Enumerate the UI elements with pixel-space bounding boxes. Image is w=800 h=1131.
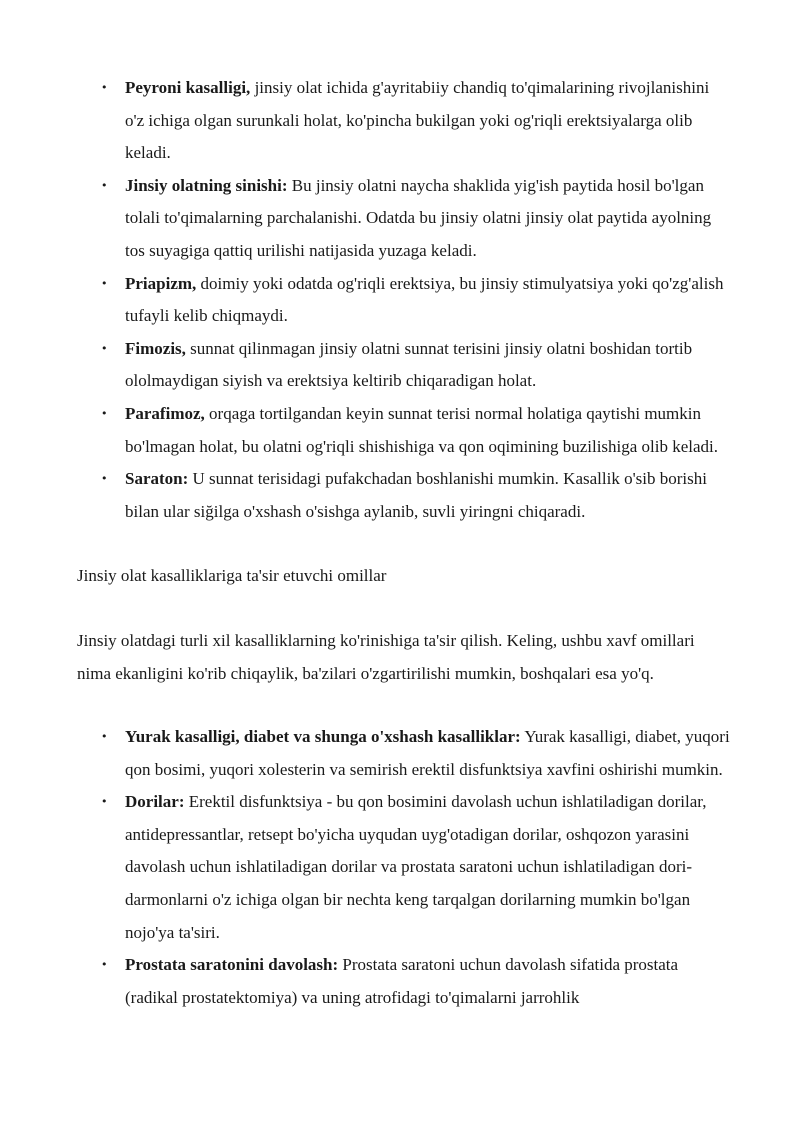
item-lead: Dorilar:: [125, 792, 185, 812]
risk-factor-list: [0, 721, 800, 1014]
bullet: •: [101, 406, 108, 420]
item-lead: Jinsiy olatning sinishi:: [125, 175, 288, 195]
item-lead: Saraton:: [125, 469, 189, 489]
bullet: •: [101, 178, 108, 192]
bullet: •: [101, 341, 108, 355]
bullet: •: [101, 472, 108, 486]
item-lead: Peyroni kasalligi,: [125, 78, 251, 97]
list-item: [0, 170, 800, 268]
item-lead: Fimozis,: [125, 338, 186, 358]
list-item: [0, 333, 800, 398]
bullet: •: [101, 795, 108, 809]
list-item: [0, 721, 800, 786]
bullet: •: [101, 276, 108, 290]
item-text: sunnat qilinmagan jinsiy olatni sunnat terisini jinsiy olatni boshidan tortib ololmaydigan siyish va erektsiya keltirib chiqaradigan holat.: [125, 338, 693, 391]
disease-list: [0, 72, 800, 528]
list-item: [0, 949, 800, 1014]
item-text: jinsiy olat ichida g'ayritabiiy chandiq to'qimalarining rivojlanishini o'z ichiga olgan surunkali holat, ko'pincha bukilgan yoki og'riqli erektsiyalarga olib keladi.: [125, 78, 710, 163]
intro-paragraph: Jinsiy olatdagi turli xil kasalliklarning ko'rinishiga ta'sir qilish. Keling, ushbu xavf omillari nima ekanligini ko'rib chiqaylik, ba'zilari o'zgartirilishi mumkin, boshqalari esa yo'q.: [77, 631, 695, 683]
list-item: [0, 463, 800, 528]
item-lead: Yurak kasalligi, diabet va shunga o'xshash kasalliklar:: [125, 727, 521, 746]
item-lead: Prostata saratonini davolash:: [125, 955, 339, 975]
item-text: Prostata saratoni uchun davolash sifatida prostata (radikal prostatektomiya) va uning atrofidagi to'qimalarni jarrohlik: [125, 955, 679, 1007]
bullet: •: [101, 81, 108, 94]
item-lead: Priapizm,: [125, 273, 197, 293]
item-text: Erektil disfunktsiya - bu qon bosimini davolash uchun ishlatiladigan dorilar, antidepressantlar, retsept bo'yicha uyqudan uyg'otadigan dorilar, oshqozon yarasini davolash uchun ishlatiladigan dorilar va prostata saratoni uchun ishlatiladigan dori-darmonlarni o'z ichiga olgan bir nechta keng tarqalgan dorilarning mumkin bo'lgan nojo'ya ta'siri.: [125, 792, 707, 942]
list-item: [0, 268, 800, 333]
item-text: U sunnat terisidagi pufakchadan boshlanishi mumkin. Kasallik o'sib borishi bilan ular siğilga o'xshash o'sishga aylanib, suvli yiringni chiqaradi.: [125, 469, 707, 521]
section-heading: Jinsiy olat kasalliklariga ta'sir etuvchi omillar: [77, 566, 387, 585]
item-text: orqaga tortilgandan keyin sunnat terisi normal holatiga qaytishi mumkin bo'lmagan holat, bu olatni og'riqli shishishiga va qon oqimining buzilishiga olib keladi.: [125, 403, 719, 456]
bullet: •: [101, 958, 108, 972]
item-text: Yurak kasalligi, diabet, yuqori qon bosimi, yuqori xolesterin va semirish erektil disfunktsiya xavfini oshirishi mumkin.: [125, 727, 730, 779]
list-item: [0, 398, 800, 463]
list-item: [0, 72, 800, 170]
item-text: Bu jinsiy olatni naycha shaklida yig'ish paytida hosil bo'lgan tolali to'qimalarning parchalanishi. Odatda bu jinsiy olatni jinsiy olat paytida ayolning tos suyagiga qattiq urilishi natijasida yuzaga keladi.: [125, 175, 712, 260]
item-lead: Parafimoz,: [125, 403, 205, 423]
item-text: doimiy yoki odatda og'riqli erektsiya, bu jinsiy stimulyatsiya yoki qo'zg'alish tufayli kelib chiqmaydi.: [125, 273, 724, 326]
list-item: [0, 786, 800, 949]
bullet: •: [101, 730, 108, 743]
